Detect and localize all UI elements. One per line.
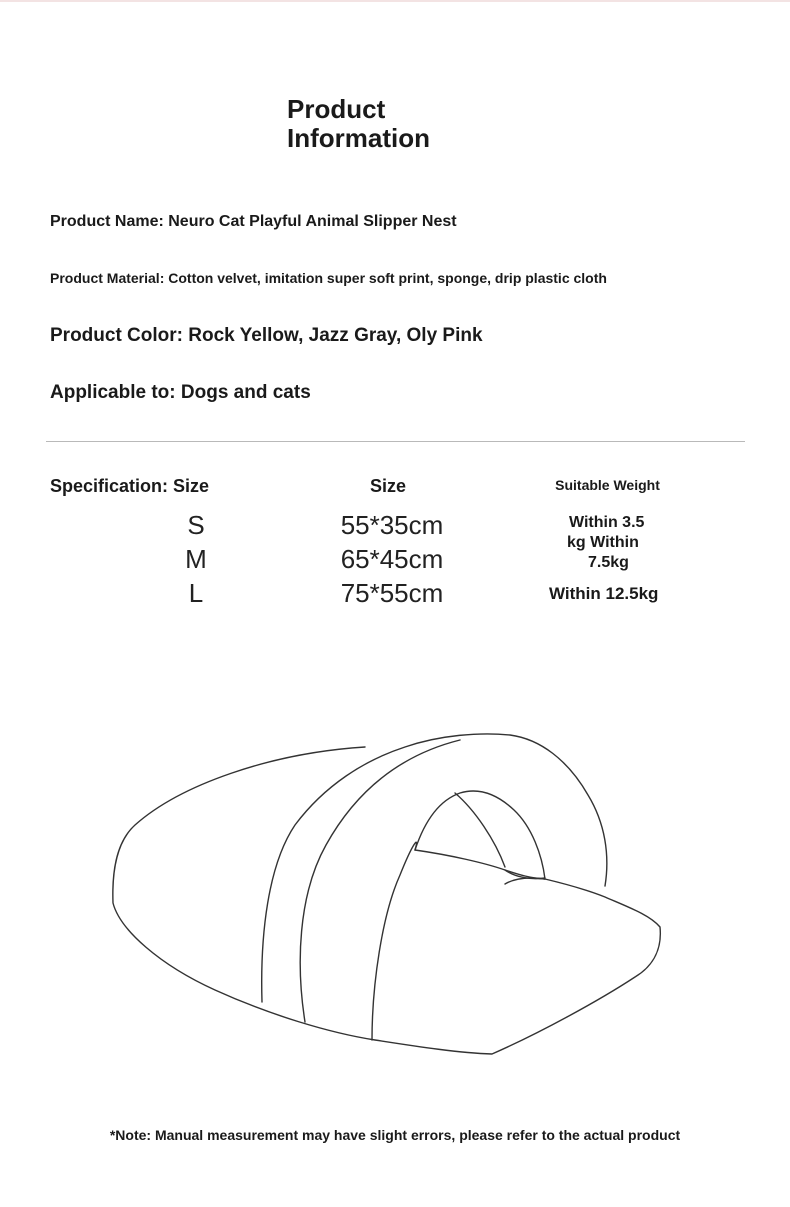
product-material: Product Material: Cotton velvet, imitation super soft print, sponge, drip plastic cloth	[50, 270, 607, 286]
product-color: Product Color: Rock Yellow, Jazz Gray, Oly Pink	[50, 325, 483, 346]
product-name: Product Name: Neuro Cat Playful Animal Slipper Nest	[50, 213, 457, 230]
size-dimensions-s: 55*35cm	[340, 510, 444, 540]
nest-inner-edge	[455, 793, 505, 867]
weight-line-1: Within 3.5	[569, 514, 645, 531]
nest-body-outline	[113, 747, 660, 1054]
nest-band-left	[300, 740, 460, 1022]
size-letter-l: L	[188, 578, 204, 608]
weight-line-2: kg Within	[567, 534, 639, 551]
page-title-line-1: Product	[287, 94, 386, 124]
page-title	[287, 95, 430, 153]
nest-opening-floor	[415, 850, 545, 879]
size-dimensions-l: 75*55cm	[340, 578, 444, 608]
specification-label: Specification: Size	[50, 476, 210, 496]
top-border	[0, 0, 790, 2]
nest-band-right	[372, 842, 417, 1040]
nest-arch-outer	[262, 734, 607, 1002]
slipper-nest-outline-icon	[100, 715, 670, 1065]
size-column-header: Size	[369, 476, 407, 496]
size-letter-s: S	[187, 510, 205, 540]
weight-line-4: Within 12.5kg	[549, 584, 659, 603]
product-applicable: Applicable to: Dogs and cats	[50, 382, 311, 403]
measurement-note: *Note: Manual measurement may have slight errors, please refer to the actual product	[109, 1127, 681, 1143]
size-dimensions-m: 65*45cm	[340, 544, 444, 574]
page-title-line-2: Information	[287, 123, 430, 153]
weight-column-header: Suitable Weight	[555, 477, 660, 493]
weight-line-3: 7.5kg	[588, 554, 629, 571]
section-divider	[46, 441, 745, 442]
size-letter-m: M	[185, 544, 207, 574]
nest-arch-inner	[415, 791, 545, 879]
